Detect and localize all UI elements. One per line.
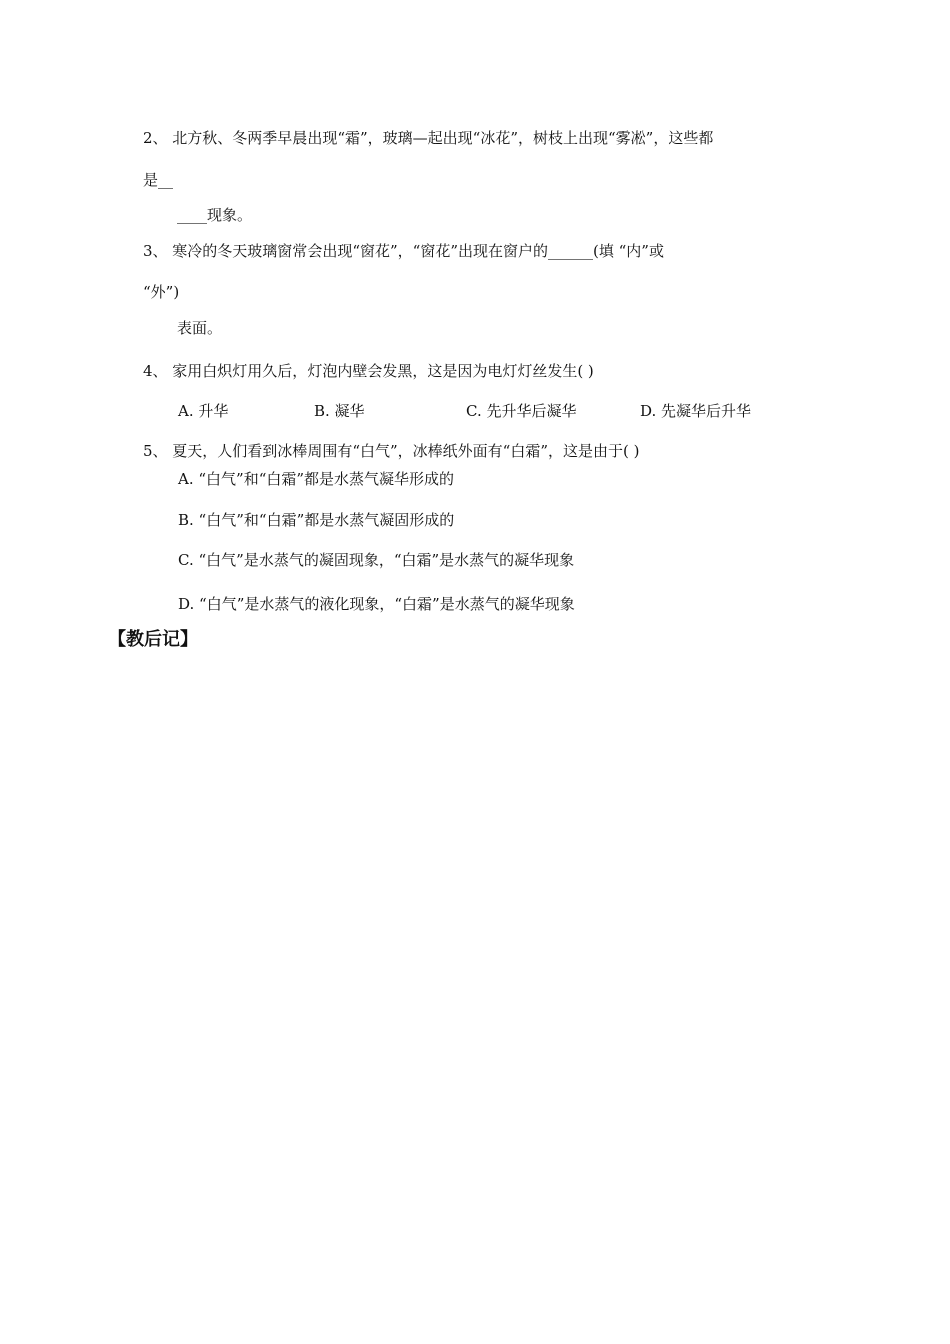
- q3-line-1: 3、 寒冷的冬天玻璃窗常会出现“窗花”，“窗花”出现在窗户的______(填 “内”或: [143, 242, 664, 260]
- q5-stem: 5、 夏天，人们看到冰棒周围有“白气”，冰棒纸外面有“白霜”，这是由于( ): [143, 442, 640, 460]
- q4-option-a: A. 升华: [178, 402, 229, 420]
- q5-option-a: A. “白气”和“白霜”都是水蒸气凝华形成的: [178, 470, 455, 488]
- q2-line-3: ____现象。: [177, 206, 253, 224]
- q3-line-3: 表面。: [177, 319, 223, 337]
- q5-option-b: B. “白气”和“白霜”都是水蒸气凝固形成的: [178, 511, 455, 529]
- q3-line-2: “外”): [143, 283, 180, 301]
- section-title-post-lesson-notes: 【教后记】: [108, 629, 198, 650]
- q4-option-c: C. 先升华后凝华: [466, 402, 577, 420]
- q4-stem: 4、 家用白炽灯用久后，灯泡内壁会发黑，这是因为电灯灯丝发生( ): [143, 362, 594, 380]
- q4-option-d: D. 先凝华后升华: [640, 402, 752, 420]
- q2-line-1: 2、 北方秋、冬两季早晨出现“霜”，玻璃—起出现“冰花”，树枝上出现“雾凇”，这些都: [143, 129, 714, 147]
- q5-option-d: D. “白气”是水蒸气的液化现象，“白霜”是水蒸气的凝华现象: [178, 595, 575, 613]
- q4-option-b: B. 凝华: [314, 402, 365, 420]
- q2-line-2: 是__: [143, 171, 174, 189]
- q5-option-c: C. “白气”是水蒸气的凝固现象，“白霜”是水蒸气的凝华现象: [178, 551, 575, 569]
